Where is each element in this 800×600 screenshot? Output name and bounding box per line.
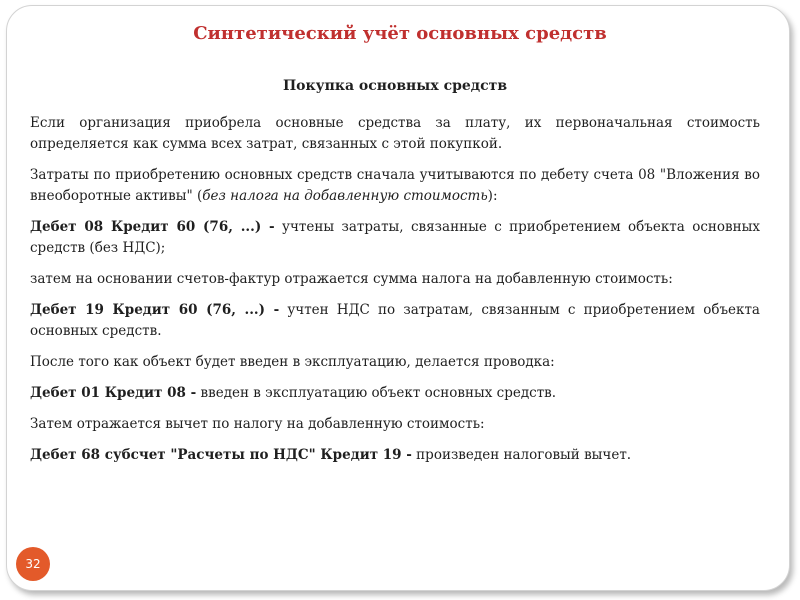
paragraph-vat-deduction: Затем отражается вычет по налогу на добавленную стоимость: <box>30 416 485 432</box>
entry-debit-01-desc: введен в эксплуатацию объект основных средств. <box>196 385 557 401</box>
section-subtitle: Покупка основных средств <box>282 78 508 94</box>
paragraph-account-08-end: ): <box>487 188 498 204</box>
entry-debit-01 <box>30 383 760 404</box>
entry-debit-19 <box>30 300 760 342</box>
entry-debit-08-desc: учтены затраты, связанные с приобретением объекта основных средств (без НДС); <box>30 219 760 256</box>
entry-debit-01-code: Дебет 01 Кредит 08 - <box>30 385 197 401</box>
slide-content <box>30 76 760 476</box>
paragraph-account-08-text: Затраты по приобретению основных средств сначала учитываются по дебету счета 08 "Вложения во внеоборотные активы" ( <box>30 167 760 204</box>
paragraph-account-08 <box>30 165 760 207</box>
entry-debit-68 <box>30 445 760 466</box>
paragraph-initial-cost: Если организация приобрела основные средства за плату, их первоначальная стоимость определяется как сумма всех затрат, связанных с этой покупкой. <box>30 115 760 152</box>
paragraph-commissioning: После того как объект будет введен в эксплуатацию, делается проводка: <box>30 354 555 370</box>
paragraph-invoices: затем на основании счетов-фактур отражается сумма налога на добавленную стоимость: <box>30 271 673 287</box>
entry-debit-19-code: Дебет 19 Кредит 60 (76, ...) - <box>30 302 280 318</box>
page-number-badge: 32 <box>16 547 50 581</box>
entry-debit-68-code: Дебет 68 субсчет "Расчеты по НДС" Кредит 19 - <box>30 447 412 463</box>
entry-debit-08 <box>30 217 760 259</box>
entry-debit-19-desc: учтен НДС по затратам, связанным с приобретением объекта основных средств. <box>30 302 760 339</box>
entry-debit-68-desc: произведен налоговый вычет. <box>411 447 632 463</box>
paragraph-account-08-italic: без налога на добавленную стоимость <box>202 188 488 204</box>
entry-debit-08-code: Дебет 08 Кредит 60 (76, ...) - <box>30 219 275 235</box>
slide-title: Синтетический учёт основных средств <box>193 23 607 44</box>
